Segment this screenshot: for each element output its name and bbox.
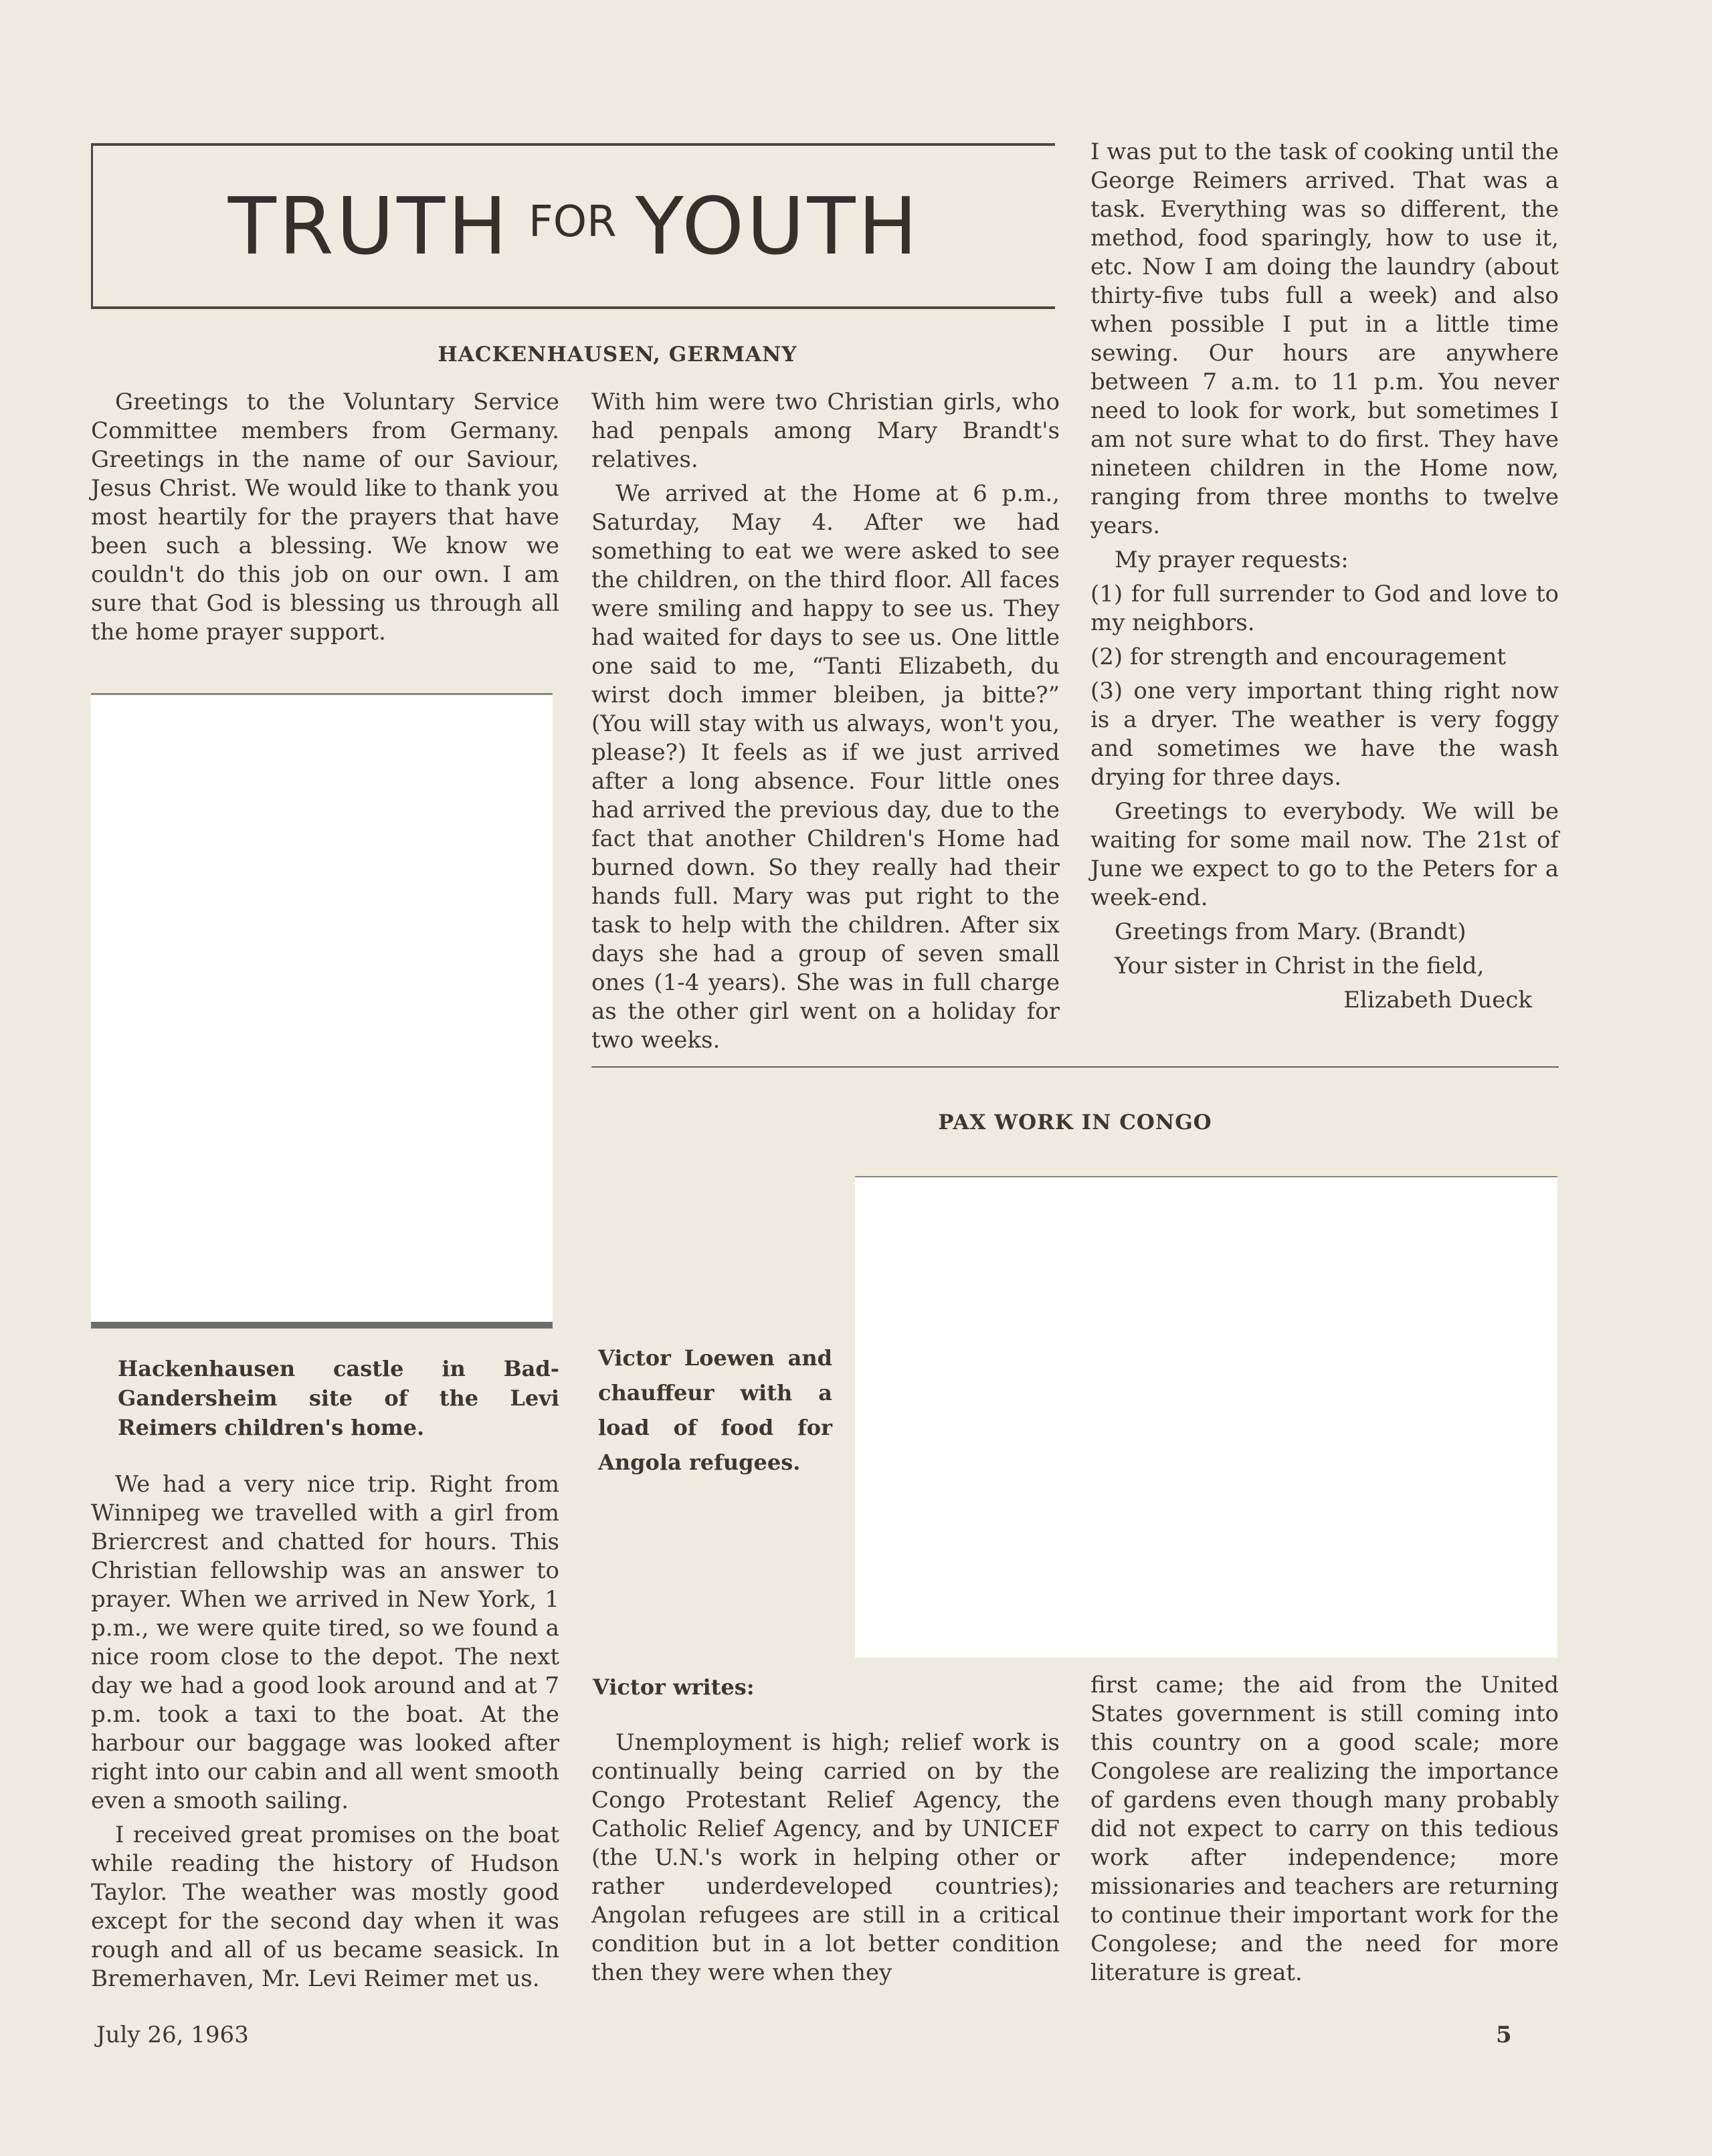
paragraph: Greetings from Mary. (Brandt) — [1115, 918, 1466, 945]
issue-date: July 26, 1963 — [96, 2022, 249, 2048]
article2-col2 — [591, 1729, 1060, 1993]
paragraph: We had a very nice trip. Right from Winnipeg we travelled with a girl from Briercrest and chatted for hours. This Christian fellowship was an answer to prayer. When we arrived in New York, 1 p.m., we were quite tired, so we found a nice room close to the depot. The next day we had a good look around and at 7 p.m. took a taxi to the boat. At the harbour our baggage was looked after right into our cabin and all went smooth even a smooth sailing. — [91, 1471, 559, 1814]
article1-col1b — [91, 1470, 559, 1999]
article-heading-pax-congo: PAX WORK IN CONGO — [938, 1110, 1212, 1135]
signature: Elizabeth Dueck — [1343, 987, 1532, 1013]
paragraph: Your sister in Christ in the field, — [1115, 953, 1485, 979]
paragraph: (3) one very important thing right now is a dryer. The weather is very foggy and sometimes we have the wash drying for three days. — [1090, 678, 1559, 791]
article1-col3 — [1090, 138, 1559, 1020]
article2-col3 — [1090, 1671, 1559, 1993]
paragraph: I was put to the task of cooking until the George Reimers arrived. That was a task. Everything was so different, the method, food sparingly, how to use it, etc. Now I am doing the laundry (about thirty-five tubs full a week) and also when possible I put in a little time sewing. Our hours are anywhere between 7 a.m. to 11 p.m. You never need to look for work, but sometimes I am not sure what to do first. They have nineteen children in the Home now, ranging from three months to twelve years. — [1090, 138, 1559, 539]
photo-shadow-strip — [91, 1322, 553, 1329]
paragraph: We arrived at the Home at 6 p.m., Saturday, May 4. After we had something to eat we were asked to see the children, on the third floor. All faces were smiling and happy to see us. They had waited for days to see us. One little one said to me, “Tanti Elizabeth, du wirst doch immer bleiben, ja bitte?” (You will stay with us always, won't you, please?) It feels as if we just arrived after a long absence. Four little ones had arrived the previous day, due to the fact that another Children's Home had burned down. So they really had their hands full. Mary was put right to the task to help with the children. After six days she had a group of seven small ones (1-4 years). She was in full charge as the other girl went on a holiday for two weeks. — [591, 480, 1060, 1054]
paragraph: (2) for strength and encouragement — [1090, 644, 1507, 670]
paragraph: Unemployment is high; relief work is continually being carried on by the Congo Protestant Relief Agency, the Catholic Relief Agency, and by UNICEF (the U.N.'s work in helping other or rather underdeveloped countries); Angolan refugees are still in a critical condition but in a lot better condition then they were when they — [591, 1729, 1060, 1986]
masthead-title-for: FOR — [528, 197, 617, 247]
castle-photo — [91, 693, 553, 1324]
masthead-title-truth: TRUTH — [227, 180, 510, 272]
article1-col2 — [591, 388, 1060, 1060]
food-truck-photo-caption: Victor Loewen and chauffeur with a load of food for Angola refugees. — [598, 1345, 832, 1475]
castle-photo-caption: Hackenhausen castle in Bad-Gandersheim site of the Levi Reimers children's home. — [118, 1356, 559, 1440]
paragraph: (1) for full surrender to God and love to my neighbors. — [1090, 581, 1559, 636]
masthead — [91, 143, 1055, 309]
article-heading-hackenhausen: HACKENHAUSEN, GERMANY — [438, 342, 797, 367]
paragraph: first came; the aid from the United States government is still coming into this country on a good scale; more Congolese are realizing the importance of gardens even though many probably did not expect to carry on this tedious work after independence; more missionaries and teachers are returning to continue their important work for the Congolese; and the need for more literature is great. — [1090, 1672, 1559, 1986]
article1-col1 — [91, 388, 559, 652]
paragraph: I received great promises on the boat while reading the history of Hudson Taylor. The weather was mostly good except for the second day when it was rough and all of us became seasick. In Bremerhaven, Mr. Levi Reimer met us. — [91, 1822, 559, 1992]
section-divider — [591, 1066, 1559, 1068]
food-truck-photo — [855, 1176, 1557, 1658]
masthead-title-youth: YOUTH — [635, 180, 921, 272]
paragraph: Greetings to everybody. We will be waiting for some mail now. The 21st of June we expect to go to the Peters for a week-end. — [1090, 798, 1559, 911]
paragraph: My prayer requests: — [1115, 547, 1349, 573]
paragraph: With him were two Christian girls, who had penpals among Mary Brandt's relatives. — [591, 389, 1060, 473]
victor-writes-subhead: Victor writes: — [593, 1674, 755, 1700]
paragraph: Greetings to the Voluntary Service Committee members from Germany. Greetings in the name of our Saviour, Jesus Christ. We would like to thank you most heartily for the prayers that have been such a blessing. We know we couldn't do this job on our own. I am sure that God is blessing us through all the home prayer support. — [91, 389, 559, 646]
page-number: 5 — [1496, 2022, 1512, 2048]
